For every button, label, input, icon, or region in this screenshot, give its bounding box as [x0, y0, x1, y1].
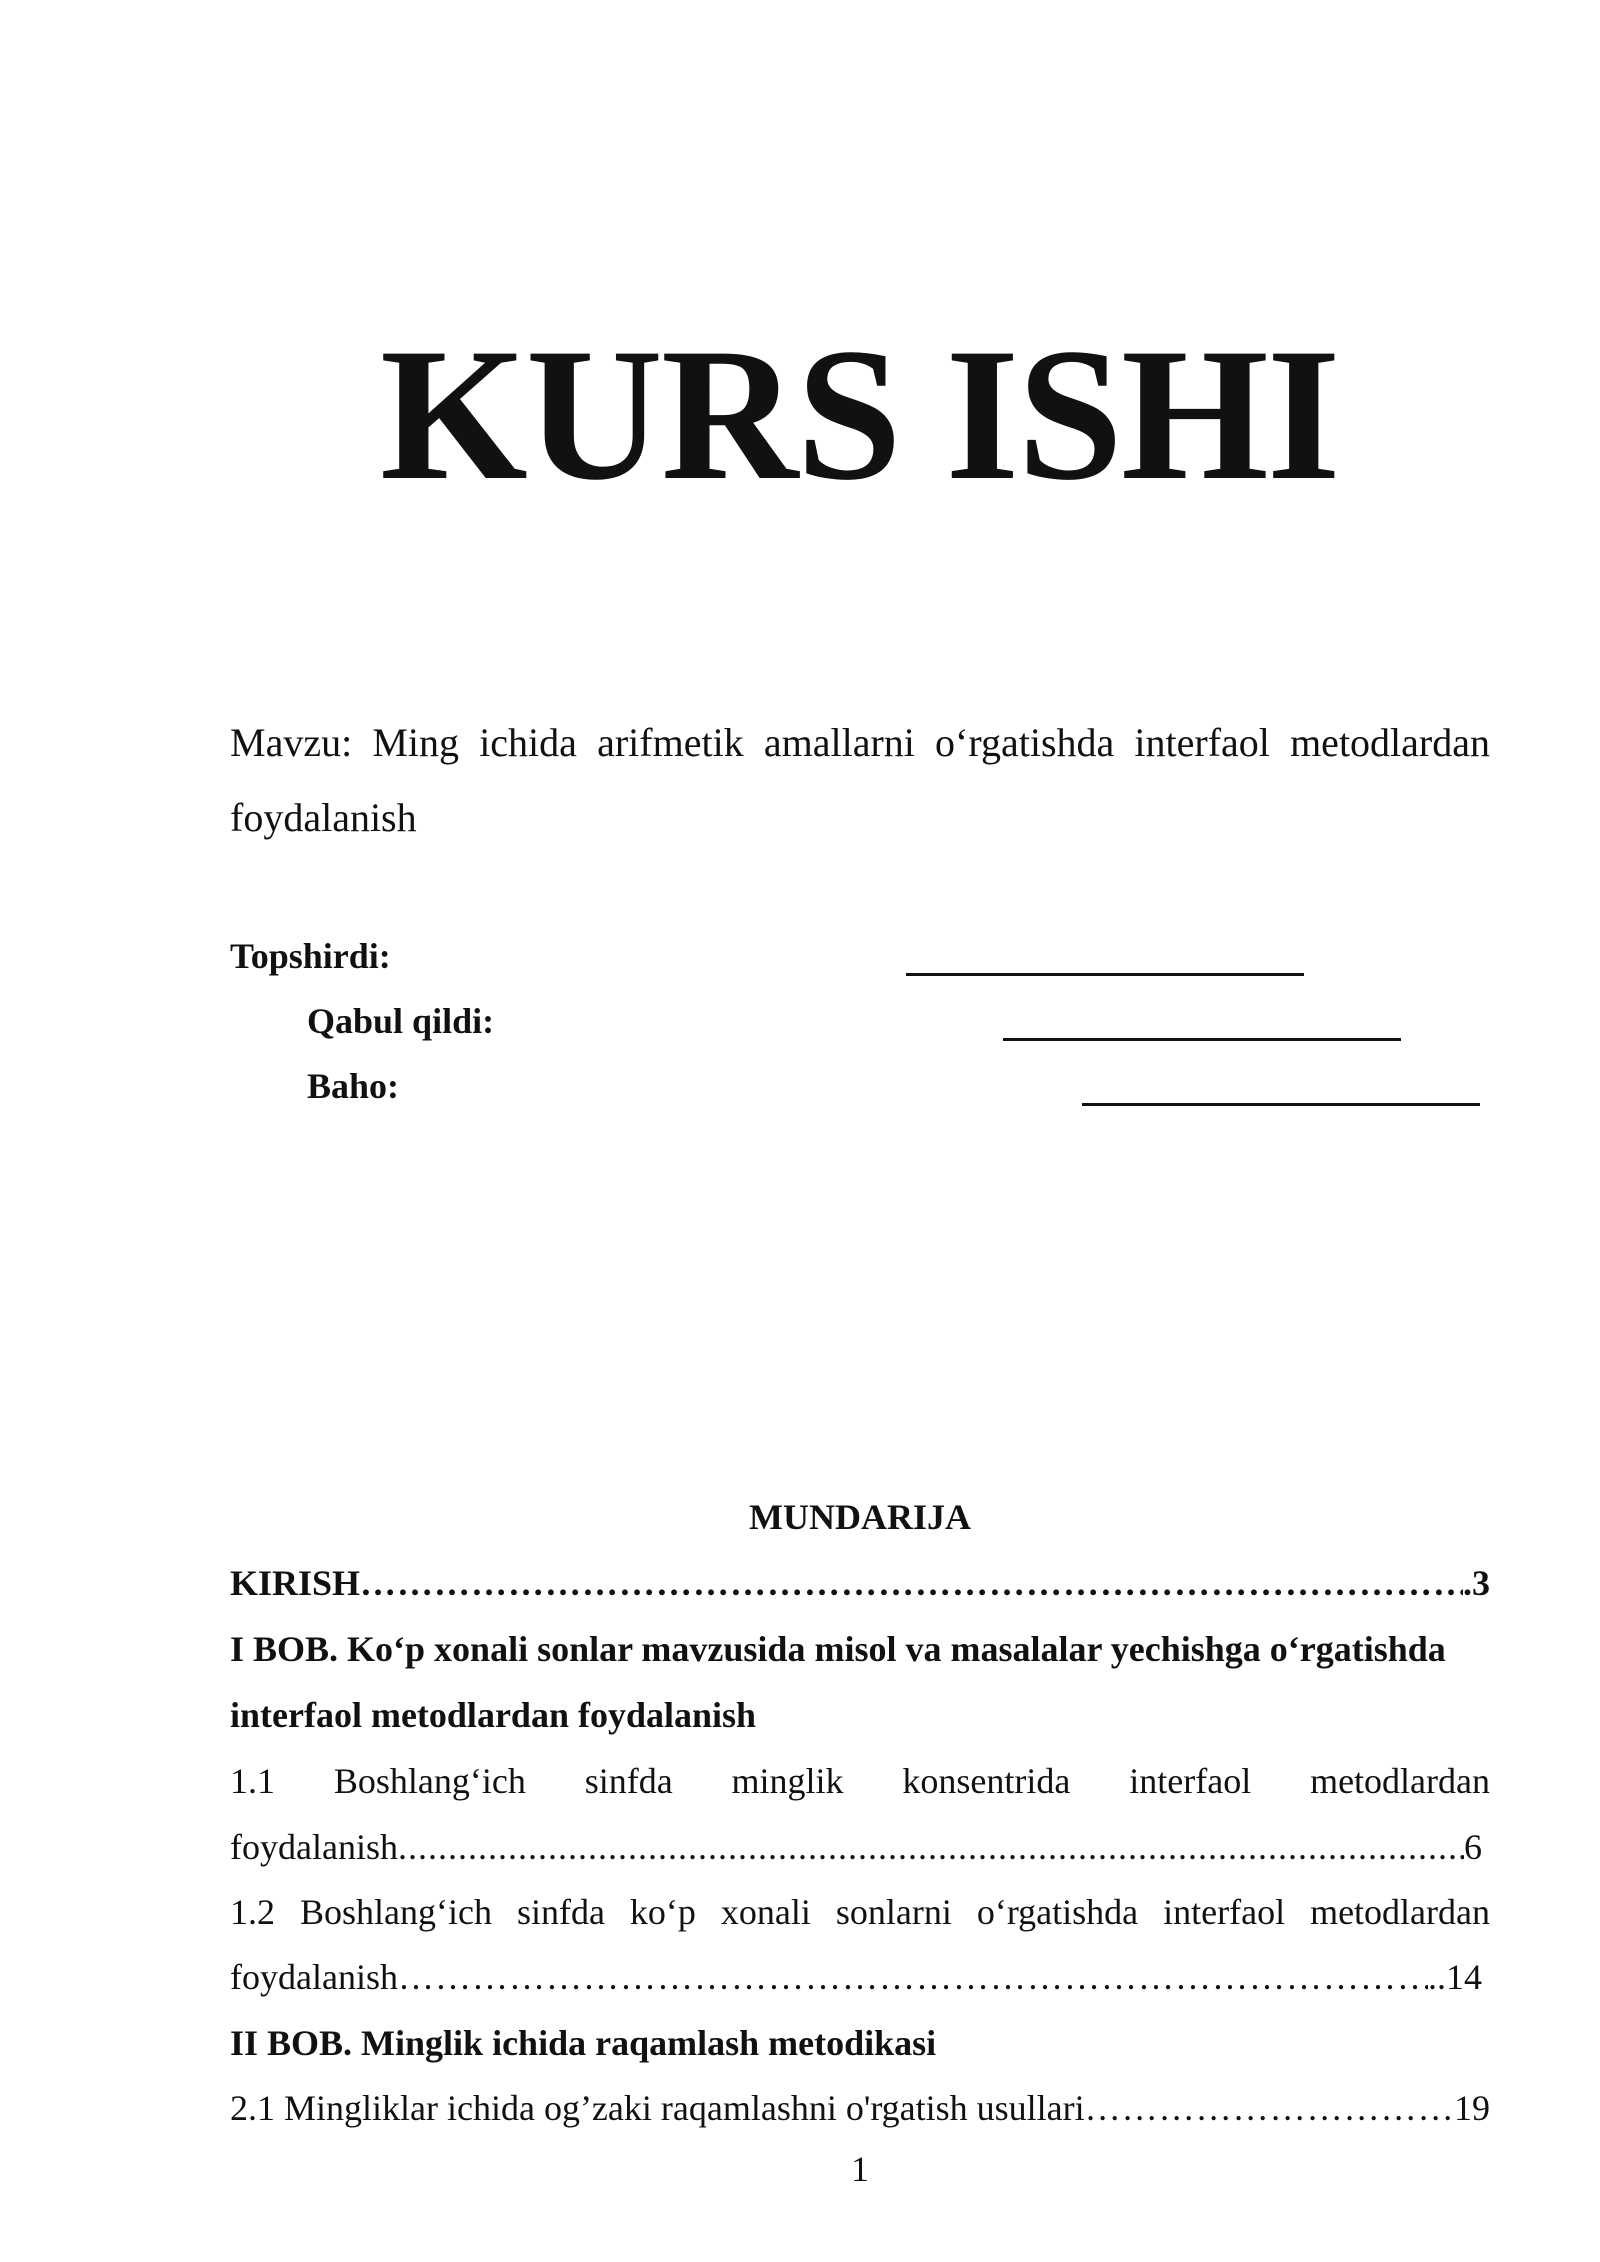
toc-section-1-2-page: ..14	[1428, 1957, 1482, 1997]
toc-heading: MUNDARIJA	[749, 1497, 971, 1537]
toc-entry-intro	[230, 1562, 1490, 1604]
toc-section-1-1-line-2	[230, 1826, 1482, 1868]
toc-section-1-1-page: 6	[1464, 1827, 1482, 1867]
toc-word: metodlardan	[1310, 1761, 1490, 1801]
toc-section-2-1	[230, 2087, 1490, 2129]
submitted-label: Topshirdi:	[230, 936, 391, 976]
signature-row-grade	[230, 1065, 1600, 1115]
toc-leader-dots	[398, 1956, 1428, 1998]
toc-word: minglik	[731, 1761, 844, 1801]
toc-word: 1.1	[230, 1761, 275, 1801]
toc-word: interfaol	[1163, 1892, 1286, 1932]
toc-word: xonali	[720, 1892, 811, 1932]
signature-row-submitted	[230, 935, 1600, 985]
toc-intro-label: KIRISH	[230, 1563, 361, 1603]
signature-row-accepted	[230, 1000, 1600, 1050]
grade-signature-line	[1082, 1103, 1480, 1106]
page-number: 1	[851, 2149, 869, 2189]
toc-word: 1.2	[230, 1892, 275, 1932]
toc-section-1-2-line-1	[230, 1891, 1490, 1933]
toc-word: interfaol	[1129, 1761, 1252, 1801]
toc-word: sonlarni	[835, 1892, 952, 1932]
toc-leader-dots	[1085, 2087, 1454, 2129]
toc-word: konsentrida	[902, 1761, 1071, 1801]
toc-section-1-2-cont: foydalanish	[230, 1957, 398, 1997]
toc-word: Boshlang‘ich	[299, 1892, 492, 1932]
toc-leader-dots	[360, 1562, 1463, 1604]
toc-word: sinfda	[516, 1892, 605, 1932]
toc-word: Boshlang‘ich	[333, 1761, 526, 1801]
toc-intro-page: .3	[1463, 1563, 1490, 1603]
toc-word: metodlardan	[1310, 1892, 1490, 1932]
topic-paragraph: Mavzu: Ming ichida arifmetik amallarni o‘rgatishda interfaol metodlardan foydalanish	[230, 720, 1490, 840]
toc-chapter-1-line-1: I BOB. Ko‘p xonali sonlar mavzusida misol va masalalar yechishga o‘rgatishda	[230, 1629, 1446, 1669]
toc-chapter-1-line-2: interfaol metodlardan foydalanish	[230, 1695, 757, 1735]
toc-word: sinfda	[584, 1761, 673, 1801]
toc-section-2-1-page: 19	[1454, 2088, 1490, 2128]
accepted-label: Qabul qildi:	[307, 1001, 495, 1041]
toc-word: o‘rgatishda	[976, 1892, 1139, 1932]
toc-section-1-2-line-2	[230, 1956, 1482, 1998]
grade-label: Baho:	[307, 1066, 400, 1106]
toc-section-1-1-cont: foydalanish	[230, 1827, 398, 1867]
submitted-signature-line	[906, 973, 1304, 976]
toc-chapter-2: II BOB. Minglik ichida raqamlash metodikasi	[230, 2023, 937, 2063]
toc-word: ko‘p	[629, 1892, 696, 1932]
document-title: KURS ISHI	[380, 310, 1339, 520]
accepted-signature-line	[1003, 1038, 1401, 1041]
toc-section-2-1-text: 2.1 Mingliklar ichida og’zaki raqamlashni o'rgatish usullari	[230, 2088, 1085, 2128]
toc-leader-dots	[398, 1826, 1464, 1868]
toc-section-1-1-line-1	[230, 1760, 1490, 1802]
